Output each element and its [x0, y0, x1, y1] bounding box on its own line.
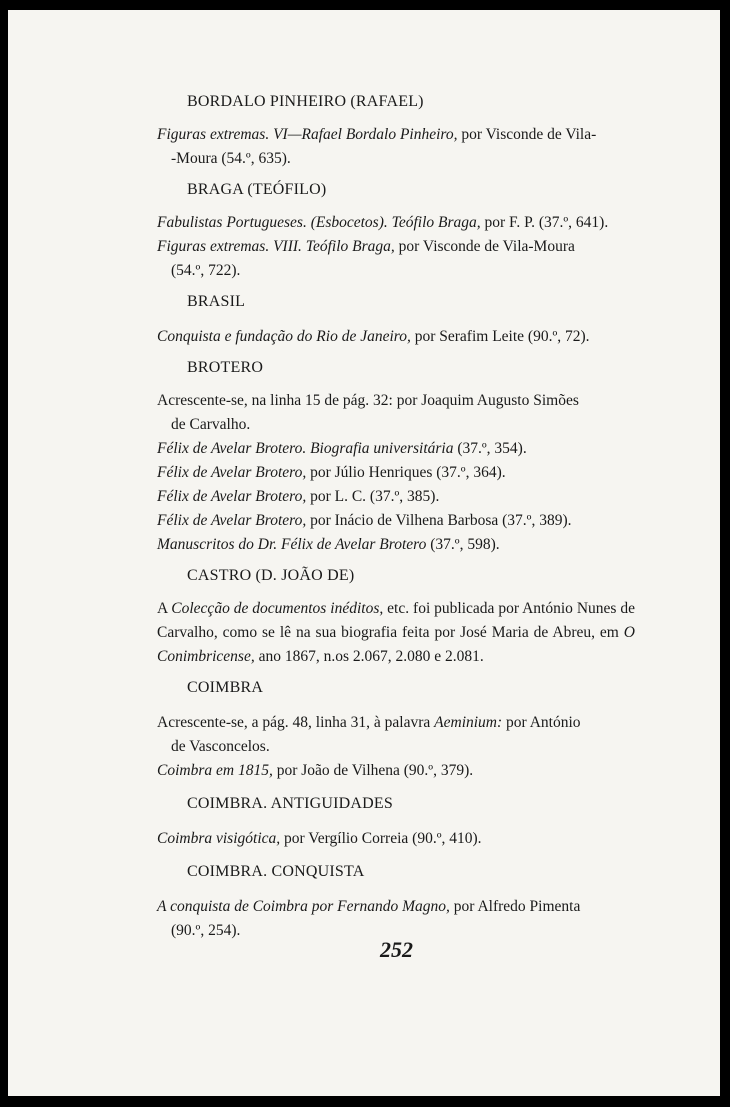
entry: Figuras extremas. VIII. Teófilo Braga, por Visconde de Vila-Moura	[157, 238, 575, 255]
section-heading: CASTRO (D. JOÃO DE)	[187, 567, 355, 584]
section-heading: BORDALO PINHEIRO (RAFAEL)	[187, 93, 424, 110]
entry-continuation: (54.º, 722).	[171, 262, 241, 279]
entry-continuation: -Moura (54.º, 635).	[171, 150, 291, 167]
content	[157, 91, 635, 943]
section-heading: COIMBRA. CONQUISTA	[187, 863, 365, 880]
entry: A conquista de Coimbra por Fernando Magno, por Alfredo Pimenta	[157, 898, 581, 915]
section-heading: COIMBRA. ANTIGUIDADES	[187, 795, 393, 812]
entry: Fabulistas Portugueses. (Esbocetos). Teófilo Braga, por F. P. (37.º, 641).	[157, 214, 609, 231]
entry: Félix de Avelar Brotero, por Inácio de Vilhena Barbosa (37.º, 389).	[157, 512, 572, 529]
entry: Coimbra visigótica, por Vergílio Correia (90.º, 410).	[157, 830, 482, 847]
entry: Conquista e fundação do Rio de Janeiro, por Serafim Leite (90.º, 72).	[157, 328, 590, 345]
entry: Félix de Avelar Brotero, por Júlio Henriques (37.º, 364).	[157, 464, 506, 481]
entry: Figuras extremas. VI—Rafael Bordalo Pinheiro, por Visconde de Vila-	[157, 126, 597, 143]
section-heading: BROTERO	[187, 359, 264, 376]
entry: A Colecção de documentos inéditos, etc. foi publicada por António Nunes de Carvalho, como se lê na sua biografia feita por José Maria de Abreu, em O Conimbricense, ano 1867, n.os 2.067, 2.080 e 2.081.	[157, 600, 635, 665]
document-page	[8, 10, 720, 1096]
entry-continuation: de Carvalho.	[171, 416, 251, 433]
entry: Acrescente-se, a pág. 48, linha 31, à palavra Aeminium: por António	[157, 714, 581, 731]
entry: Acrescente-se, na linha 15 de pág. 32: por Joaquim Augusto Simões	[157, 392, 579, 409]
section-heading: BRASIL	[187, 293, 246, 310]
entry: Coimbra em 1815, por João de Vilhena (90.º, 379).	[157, 762, 474, 779]
entry-continuation: (90.º, 254).	[171, 922, 241, 939]
entry: Félix de Avelar Brotero, por L. C. (37.º, 385).	[157, 488, 440, 505]
section-heading: COIMBRA	[187, 679, 264, 696]
page-number: 252	[380, 937, 413, 962]
entry: Manuscritos do Dr. Félix de Avelar Brotero (37.º, 598).	[157, 536, 500, 553]
entry-continuation: de Vasconcelos.	[171, 738, 270, 755]
entry: Félix de Avelar Brotero. Biografia universitária (37.º, 354).	[157, 440, 527, 457]
section-heading: BRAGA (TEÓFILO)	[187, 181, 327, 198]
